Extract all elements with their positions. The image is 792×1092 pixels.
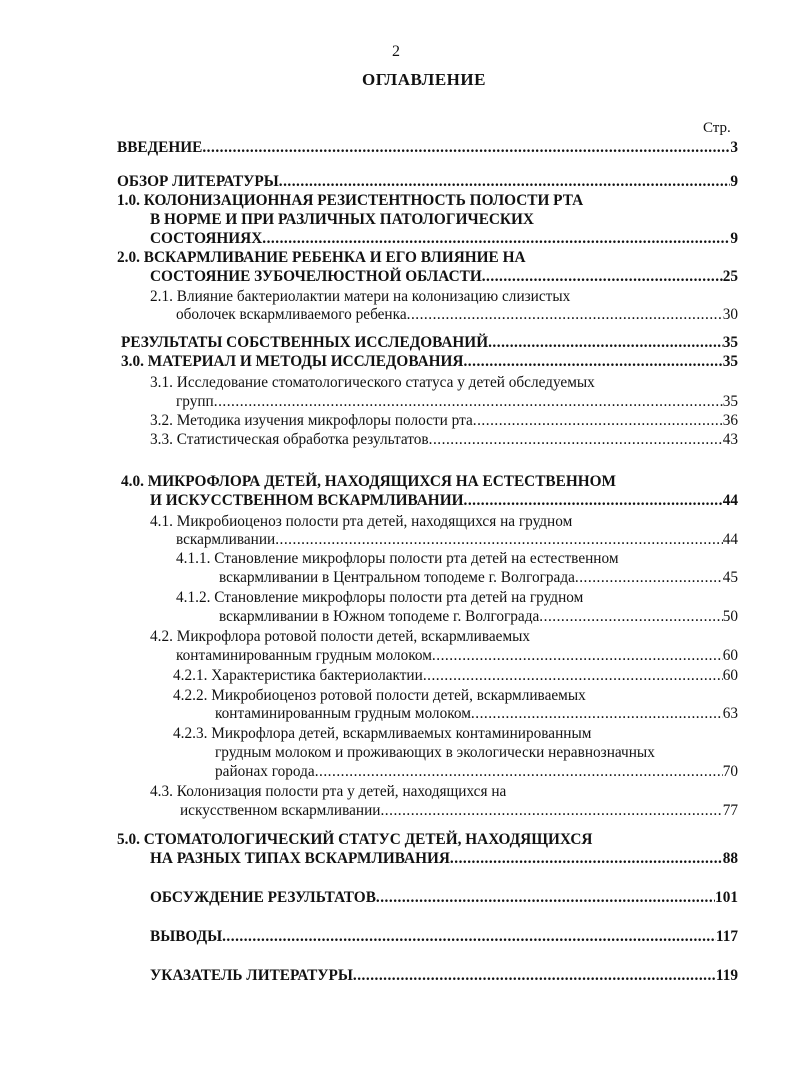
toc-entry-s412-line2[interactable] <box>219 607 738 626</box>
toc-entry-s32[interactable] <box>150 411 738 430</box>
toc-page-number: 30 <box>722 306 738 323</box>
toc-page-number: 60 <box>722 647 738 664</box>
toc-entry-label: искусственном вскармливании <box>180 802 381 819</box>
toc-entry-s31-line1[interactable]: 3.1. Исследование стоматологического статуса у детей обследуемых <box>150 374 595 391</box>
toc-entry-s2-line2[interactable] <box>150 267 738 286</box>
toc-entry-s5-line2[interactable] <box>150 849 738 868</box>
toc-entry-results[interactable] <box>121 333 738 352</box>
toc-entry-label: ВЫВОДЫ <box>150 928 223 945</box>
toc-entry-label: 3.0. МАТЕРИАЛ И МЕТОДЫ ИССЛЕДОВАНИЯ <box>121 353 464 370</box>
toc-entry-s42-line2[interactable] <box>176 646 738 665</box>
toc-entry-s1-line1[interactable]: 1.0. КОЛОНИЗАЦИОННАЯ РЕЗИСТЕНТНОСТЬ ПОЛОСТИ РТА <box>117 192 584 209</box>
toc-page-number: 70 <box>722 763 738 780</box>
toc-entry-s43-line2[interactable] <box>180 801 738 820</box>
toc-entry-review[interactable] <box>117 172 738 191</box>
toc-entry-label: УКАЗАТЕЛЬ ЛИТЕРАТУРЫ <box>150 967 353 984</box>
toc-page-number: 35 <box>722 393 738 410</box>
toc-entry-s21-line1[interactable]: 2.1. Влияние бактериолактии матери на колонизацию слизистых <box>150 288 571 305</box>
toc-entry-label: районах города <box>215 763 315 780</box>
toc-entry-label: вскармливании в Южном топодеме г. Волгограда <box>219 608 540 625</box>
toc-entry-references[interactable] <box>150 966 738 985</box>
toc-page-number: 3 <box>730 139 738 156</box>
toc-entry-label: групп <box>176 393 214 410</box>
toc-entry-s21-line2[interactable] <box>176 305 738 324</box>
toc-page-number: 88 <box>722 850 738 867</box>
toc-entry-s411-line1[interactable]: 4.1.1. Становление микрофлоры полости рта детей на естественном <box>176 550 619 567</box>
toc-entry-s2-line1[interactable]: 2.0. ВСКАРМЛИВАНИЕ РЕБЕНКА И ЕГО ВЛИЯНИЕ НА <box>117 249 526 266</box>
toc-page-number: 117 <box>715 928 738 945</box>
toc-entry-s33[interactable] <box>150 430 738 449</box>
toc-entry-label: контаминированным грудным молоком <box>215 705 471 722</box>
toc-entry-label: ОБСУЖДЕНИЕ РЕЗУЛЬТАТОВ <box>150 889 376 906</box>
toc-page-number: 35 <box>722 334 738 351</box>
toc-entry-label: И ИСКУССТВЕННОМ ВСКАРМЛИВАНИИ <box>150 492 464 509</box>
page-title: ОГЛАВЛЕНИЕ <box>362 70 486 89</box>
toc-page-number: 50 <box>722 608 738 625</box>
page-number: 2 <box>392 43 400 60</box>
toc-entry-label: вскармливании <box>176 531 276 548</box>
toc-page-number: 9 <box>730 173 738 190</box>
toc-entry-s41-line2[interactable] <box>176 530 738 549</box>
toc-page-number: 44 <box>722 492 738 509</box>
toc-entry-s42-line1[interactable]: 4.2. Микрофлора ротовой полости детей, вскармливаемых <box>150 628 531 645</box>
toc-entry-label: вскармливании в Центральном топодеме г. Волгограда <box>219 569 575 586</box>
toc-entry-s4-line2[interactable] <box>150 491 738 510</box>
toc-page-number: 63 <box>722 705 738 722</box>
toc-entry-label: РЕЗУЛЬТАТЫ СОБСТВЕННЫХ ИССЛЕДОВАНИЙ <box>121 334 489 351</box>
toc-entry-s423-line1[interactable]: 4.2.3. Микрофлора детей, вскармливаемых контаминированным <box>173 725 592 742</box>
toc-page-number: 9 <box>730 230 738 247</box>
toc-page-number: 44 <box>722 531 738 548</box>
toc-entry-s421[interactable] <box>173 666 738 685</box>
toc-page-number: 35 <box>722 353 738 370</box>
toc-entry-s412-line1[interactable]: 4.1.2. Становление микрофлоры полости рта детей на грудном <box>176 589 584 606</box>
toc-entry-s1-line2: В НОРМЕ И ПРИ РАЗЛИЧНЫХ ПАТОЛОГИЧЕСКИХ <box>150 211 534 228</box>
toc-entry-label: 4.2.1. Характеристика бактериолактии <box>173 667 423 684</box>
toc-page-number: 60 <box>722 667 738 684</box>
toc-entry-s43-line1[interactable]: 4.3. Колонизация полости рта у детей, находящихся на <box>150 783 507 800</box>
toc-page-number: 36 <box>722 412 738 429</box>
toc-entry-s422-line1[interactable]: 4.2.2. Микробиоценоз ротовой полости детей, вскармливаемых <box>173 687 586 704</box>
toc-entry-s1-line3[interactable] <box>150 229 738 248</box>
toc-entry-label: контаминированным грудным молоком <box>176 647 432 664</box>
toc-entry-label: ВВЕДЕНИЕ <box>117 139 203 156</box>
toc-page-number: 119 <box>715 967 738 984</box>
toc-entry-discussion[interactable] <box>150 888 738 907</box>
toc-page-number: 45 <box>722 569 738 586</box>
toc-entry-label: оболочек вскармливаемого ребенка <box>176 306 407 323</box>
toc-entry-label: 3.3. Статистическая обработка результатов <box>150 431 429 448</box>
page-column-label: Стр. <box>703 120 731 136</box>
toc-entry-s422-line2[interactable] <box>215 704 738 723</box>
toc-entry-s31-line2[interactable] <box>176 392 738 411</box>
toc-entry-label: СОСТОЯНИЯХ <box>150 230 263 247</box>
toc-entry-s5-line1[interactable]: 5.0. СТОМАТОЛОГИЧЕСКИЙ СТАТУС ДЕТЕЙ, НАХОДЯЩИХСЯ <box>117 831 593 848</box>
toc-page-number: 25 <box>722 268 738 285</box>
toc-page-number: 101 <box>715 889 738 906</box>
toc-entry-label: СОСТОЯНИЕ ЗУБОЧЕЛЮСТНОЙ ОБЛАСТИ <box>150 268 482 285</box>
toc-entry-label: ОБЗОР ЛИТЕРАТУРЫ <box>117 173 279 190</box>
toc-entry-s411-line2[interactable] <box>219 568 738 587</box>
toc-entry-label: НА РАЗНЫХ ТИПАХ ВСКАРМЛИВАНИЯ <box>150 850 450 867</box>
toc-entry-s423-line3[interactable] <box>215 762 738 781</box>
toc-entry-label: 3.2. Методика изучения микрофлоры полости рта <box>150 412 473 429</box>
toc-entry-conclusions[interactable] <box>150 927 738 946</box>
toc-entry-s3[interactable] <box>121 352 738 371</box>
toc-entry-s4-line1[interactable]: 4.0. МИКРОФЛОРА ДЕТЕЙ, НАХОДЯЩИХСЯ НА ЕСТЕСТВЕННОМ <box>121 473 616 490</box>
toc-page-number: 77 <box>722 802 738 819</box>
toc-entry-intro[interactable] <box>117 138 738 157</box>
toc-entry-s423-line2: грудным молоком и проживающих в экологически неравнозначных <box>215 744 655 761</box>
toc-entry-s41-line1[interactable]: 4.1. Микробиоценоз полости рта детей, находящихся на грудном <box>150 513 573 530</box>
toc-page-number: 43 <box>722 431 738 448</box>
